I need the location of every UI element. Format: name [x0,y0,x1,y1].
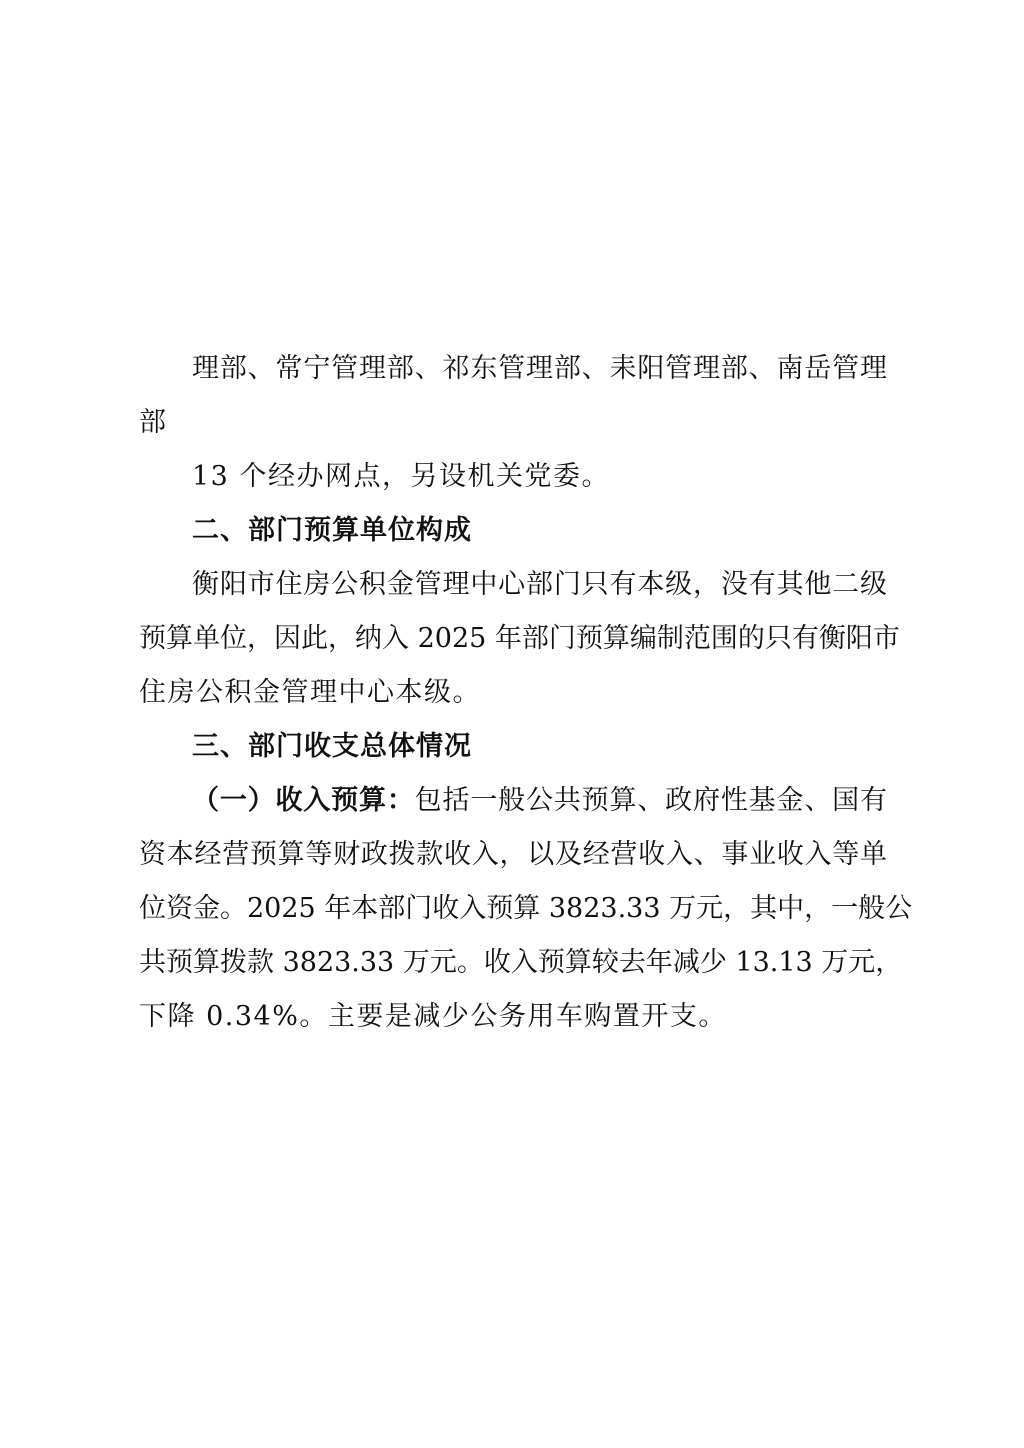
section-heading: 二、部门预算单位构成 [192,515,472,546]
subsection-label: （一）收入预算： [192,785,415,816]
paragraph-line: 资本经营预算等财政拨款收入，以及经营收入、事业收入等单 [139,839,887,870]
paragraph-line: 衡阳市住房公积金管理中心部门只有本级，没有其他二级 [192,569,887,600]
paragraph-line: 下降 0.34%。主要是减少公务用车购置开支。 [139,1001,727,1032]
paragraph-line: 共预算拨款 3823.33 万元。收入预算较去年减少 13.13 万元， [139,947,903,978]
section-heading: 三、部门收支总体情况 [192,731,472,762]
paragraph-line: 位资金。2025 年本部门收入预算 3823.33 万元，其中，一般公 [139,893,913,924]
paragraph-line: 住房公积金管理中心本级。 [139,677,481,708]
paragraph-line: 部 [139,407,168,438]
paragraph-line: 预算单位，因此，纳入 2025 年部门预算编制范围的只有衡阳市 [139,623,900,654]
paragraph-line [192,783,887,819]
paragraph-line: 理部、常宁管理部、祁东管理部、耒阳管理部、南岳管理 [192,353,887,384]
subsection-text: 包括一般公共预算、政府性基金、国有 [414,785,888,816]
paragraph-line: 13 个经办网点，另设机关党委。 [192,461,610,492]
